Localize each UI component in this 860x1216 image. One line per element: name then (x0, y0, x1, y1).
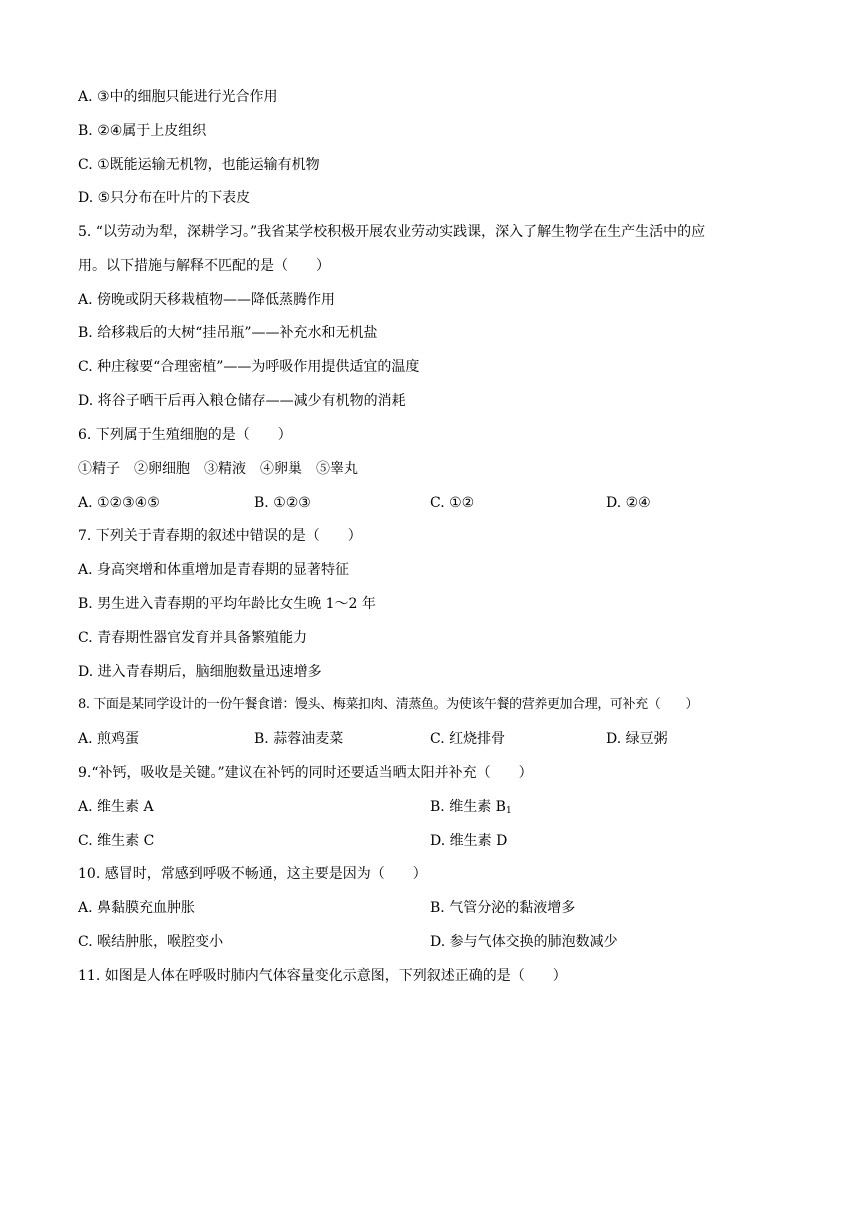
q10-option-d[interactable]: D. 参与气体交换的肺泡数减少 (430, 934, 618, 950)
q8-option-b[interactable]: B. 蒜蓉油麦菜 (254, 731, 344, 747)
q7-option-c[interactable]: C. 青春期性器官发育并具备繁殖能力 (78, 630, 308, 646)
q7-option-a[interactable]: A. 身高突增和体重增加是青春期的显著特征 (78, 562, 350, 578)
q11-stem: 11. 如图是人体在呼吸时肺内气体容量变化示意图，下列叙述正确的是（ ） (78, 968, 567, 984)
q9-option-b[interactable] (430, 797, 512, 821)
q6-option-b[interactable]: B. ①②③ (254, 495, 311, 511)
q6-option-c[interactable]: C. ①② (430, 495, 475, 511)
q6-option-a[interactable]: A. ①②③④⑤ (78, 495, 160, 511)
q6-items: ①精子 ②卵细胞 ③精液 ④卵巢 ⑤睾丸 (78, 461, 358, 477)
q10-option-b[interactable]: B. 气管分泌的黏液增多 (430, 900, 576, 916)
q4-option-a[interactable]: A. ③中的细胞只能进行光合作用 (78, 89, 278, 105)
q5-option-c[interactable]: C. 种庄稼要“合理密植”——为呼吸作用提供适宜的温度 (78, 359, 420, 375)
q9-stem: 9.“补钙，吸收是关键。”建议在补钙的同时还要适当晒太阳并补充（ ） (78, 765, 533, 781)
q5-option-b[interactable]: B. 给移栽后的大树“挂吊瓶”——补充水和无机盐 (78, 325, 378, 341)
q10-stem: 10. 感冒时，常感到呼吸不畅通，这主要是因为（ ） (78, 866, 427, 882)
q9-option-c[interactable]: C. 维生素 C (78, 833, 155, 849)
q5-stem-line-1: 5. “以劳动为犁，深耕学习。”我省某学校积极开展农业劳动实践课，深入了解生物学在生产生活中的应 (78, 224, 706, 240)
q8-stem: 8. 下面是某同学设计的一份午餐食谱：馒头、梅菜扣肉、清蒸鱼。为使该午餐的营养更加合理，可补充（ ） (78, 697, 699, 712)
q5-option-d[interactable]: D. 将谷子晒干后再入粮仓储存——减少有机物的消耗 (78, 393, 406, 409)
q7-stem: 7. 下列关于青春期的叙述中错误的是（ ） (78, 528, 362, 544)
q10-option-a[interactable]: A. 鼻黏膜充血肿胀 (78, 900, 196, 916)
q8-option-a[interactable]: A. 煎鸡蛋 (78, 731, 140, 747)
q5-option-a[interactable]: A. 傍晚或阴天移栽植物——降低蒸腾作用 (78, 292, 336, 308)
q9-option-b-label: B. 维生素 B (430, 799, 506, 815)
q4-option-c[interactable]: C. ①既能运输无机物，也能运输有机物 (78, 157, 320, 173)
q9-option-b-subscript: 1 (505, 806, 512, 816)
q8-option-d[interactable]: D. 绿豆粥 (606, 731, 668, 747)
q5-stem-line-2: 用。以下措施与解释不匹配的是（ ） (78, 258, 330, 274)
q6-stem: 6. 下列属于生殖细胞的是（ ） (78, 427, 292, 443)
q9-option-a[interactable]: A. 维生素 A (78, 799, 154, 815)
q10-option-c[interactable]: C. 喉结肿胀，喉腔变小 (78, 934, 224, 950)
q9-option-d[interactable]: D. 维生素 D (430, 833, 508, 849)
q7-option-b[interactable]: B. 男生进入青春期的平均年龄比女生晚 1～2 年 (78, 596, 376, 612)
q7-option-d[interactable]: D. 进入青春期后，脑细胞数量迅速增多 (78, 664, 322, 680)
q4-option-b[interactable]: B. ②④属于上皮组织 (78, 123, 207, 139)
q8-option-c[interactable]: C. 红烧排骨 (430, 731, 506, 747)
q4-option-d[interactable]: D. ⑤只分布在叶片的下表皮 (78, 190, 251, 206)
q6-option-d[interactable]: D. ②④ (606, 495, 651, 511)
